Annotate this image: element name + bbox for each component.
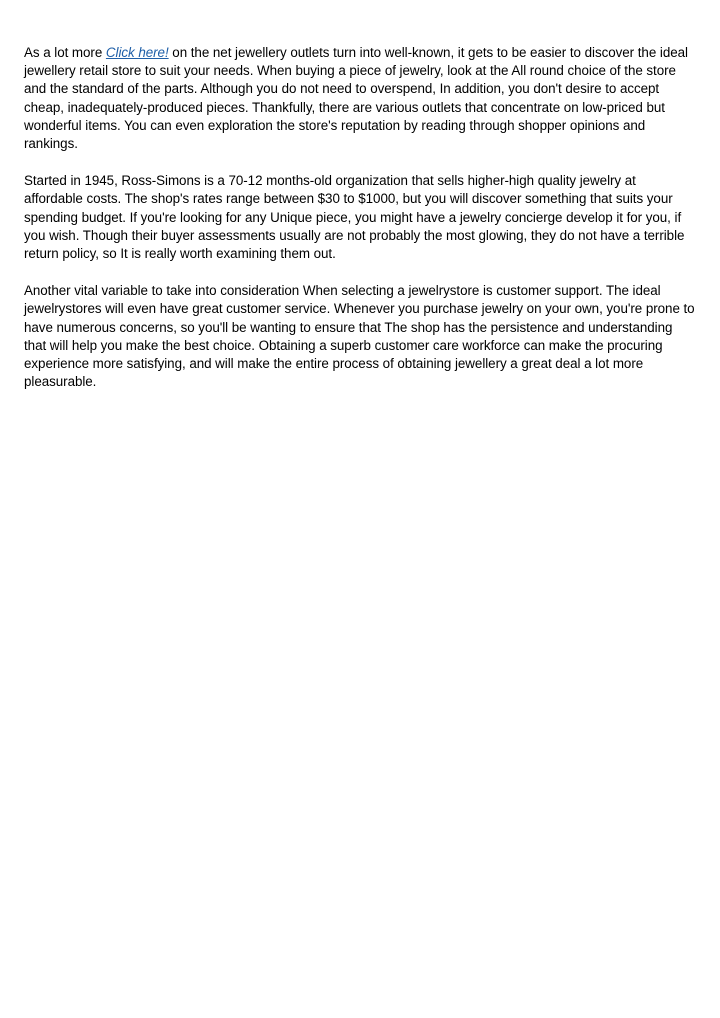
paragraph-3: Another vital variable to take into consideration When selecting a jewelrystore is customer support. The ideal jewelrystores will even have great customer service. Whenever you purchase jewelry on your own, you're prone to have numerous concerns, so you'll be wanting to ensure that The shop has the persistence and understanding that will help you make the best choice. Obtaining a superb customer care workforce can make the procuring experience more satisfying, and will make the entire process of obtaining jewellery a great deal a lot more pleasurable.: [24, 283, 695, 390]
click-here-link[interactable]: Click here!: [105, 45, 169, 60]
paragraph-2: Started in 1945, Ross-Simons is a 70-12 months-old organization that sells higher-high quality jewelry at affordable costs. The shop's rates range between $30 to $1000, but you will discover something that suits your spending budget. If you're looking for any Unique piece, you might have a jewelry concierge develop it for you, if you wish. Though their buyer assessments usually are not probably the most glowing, they do not have a terrible return policy, so It is really worth examining them out.: [24, 173, 685, 262]
article-body: [24, 44, 696, 410]
paragraph-1-intro-text: As a lot more: [24, 45, 106, 60]
paragraph-1-body-text: on the net jewellery outlets turn into well-known, it gets to be easier to discover the ideal jewellery retail store to suit your needs. When buying a piece of jewelry, look at the All round choice of the store and the standard of the parts. Although you do not need to overspend, In addition, you don't desire to accept cheap, inadequately-produced pieces. Thankfully, there are various outlets that concentrate on low-priced but wonderful items. You can even exploration the store's reputation by reading through shopper opinions and rankings.: [24, 45, 688, 152]
paragraph-1: [24, 44, 696, 153]
